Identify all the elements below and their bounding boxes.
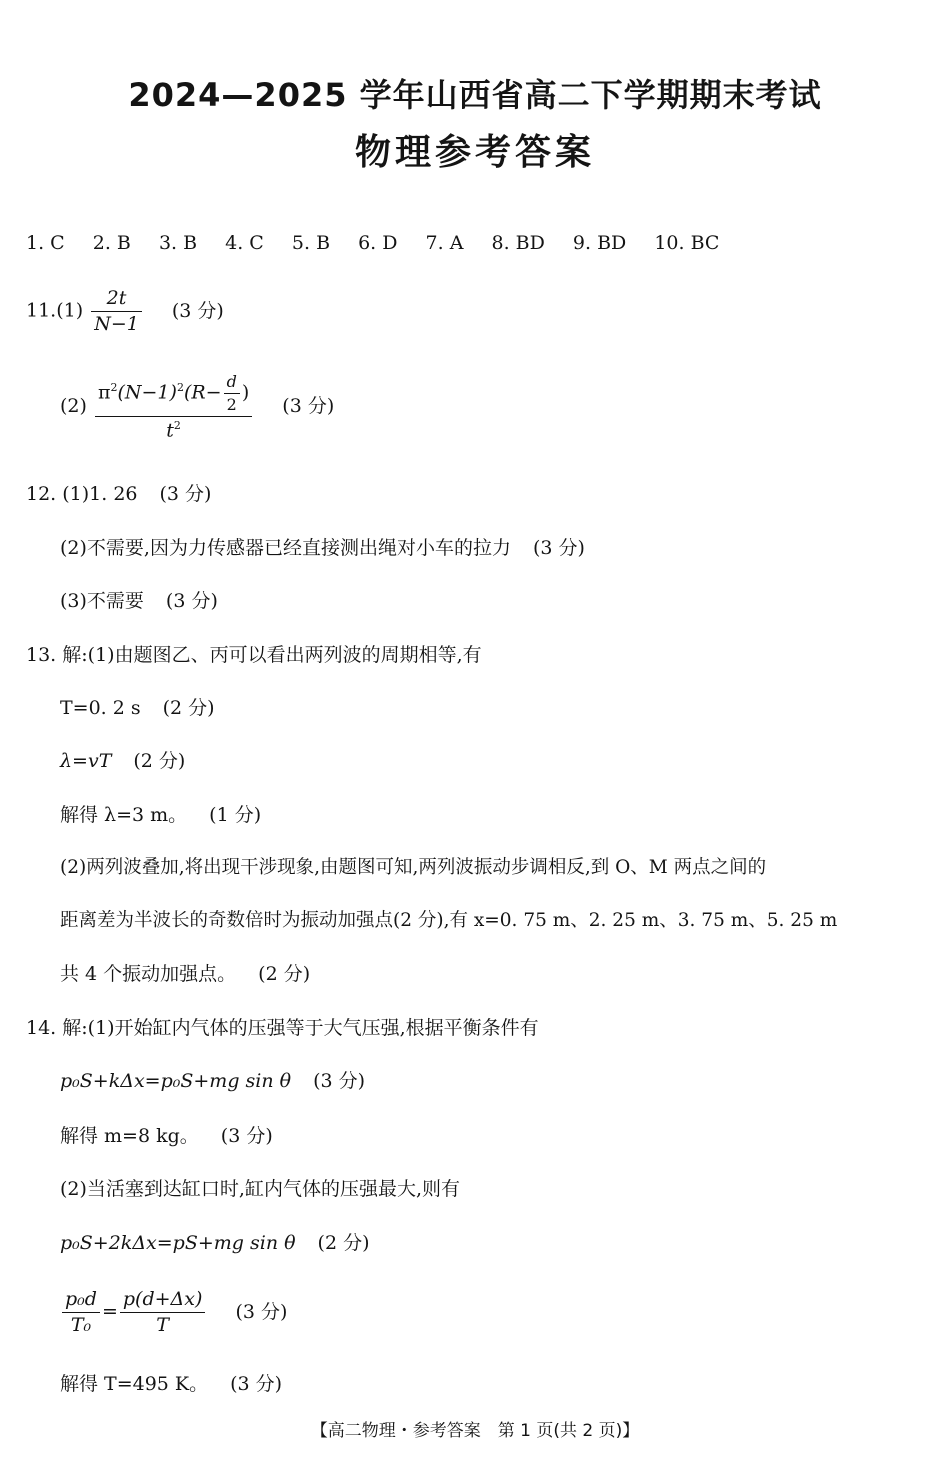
fraction-right: $\frac{p(d+\Delta x)}{T}$ <box>120 1290 206 1335</box>
inner-fraction: $\frac{d}{2}$ <box>224 374 240 413</box>
q14-line3: 解得 m=8 kg。 (3 分) <box>60 1125 273 1147</box>
q14-line7: 解得 T=495 K。 (3 分) <box>60 1373 283 1395</box>
q13-line1: 13. 解:(1)由题图乙、丙可以看出两列波的周期相等,有 <box>26 644 482 666</box>
mc-answer: 5. B <box>291 232 331 254</box>
q11-part2 <box>60 374 334 440</box>
q12-line2: (2)不需要,因为力传感器已经直接测出绳对小车的拉力 (3 分) <box>60 537 585 559</box>
mc-answer: 10. BC <box>654 232 720 254</box>
q14-line1: 14. 解:(1)开始缸内气体的压强等于大气压强,根据平衡条件有 <box>26 1017 539 1039</box>
denominator: N−1 <box>94 313 139 335</box>
q11-p1-label: (1) <box>56 299 84 322</box>
q14-line6: $\frac{\text{p₀d}}{\text{T₀}}$ = $\frac{p(d+\Delta x)}{T}$ (3 分) <box>60 1290 287 1335</box>
q13-line3: λ=vT (2 分) <box>60 750 186 772</box>
denominator: $t^2$ <box>166 419 181 442</box>
q14-line4: (2)当活塞到达缸口时,缸内气体的压强最大,则有 <box>60 1178 460 1200</box>
q11-p1-fraction <box>91 289 142 334</box>
q14-line2: p₀S+kΔx=p₀S+mg sin θ (3 分) <box>60 1070 366 1092</box>
q13-line6: 距离差为半波长的奇数倍时为振动加强点(2 分),有 x=0. 75 m、2. 25 m、3. 75 m、5. 25 m <box>60 910 838 931</box>
q11-part1 <box>26 289 224 334</box>
mc-answer: 9. BD <box>572 232 627 254</box>
page-subtitle: 物理参考答案 <box>354 132 595 173</box>
mc-answer: 8. BD <box>491 232 545 254</box>
numerator: 2t <box>91 289 142 312</box>
mc-answer: 1. C <box>26 232 65 254</box>
mc-answer: 6. D <box>358 232 398 254</box>
q11-p2-fraction <box>95 374 252 440</box>
q11-number: 11. <box>26 299 57 322</box>
score: (3 分) <box>282 395 335 418</box>
q13-line7: 共 4 个振动加强点。 (2 分) <box>60 963 311 985</box>
q12-line1: 12. (1)1. 26 (3 分) <box>26 483 212 505</box>
fraction-left: $\frac{\text{p₀d}}{\text{T₀}}$ <box>62 1290 100 1335</box>
q12-line3: (3)不需要 (3 分) <box>60 590 218 612</box>
mc-answer: 3. B <box>158 232 198 254</box>
q13-line5: (2)两列波叠加,将出现干涉现象,由题图可知,两列波振动步调相反,到 O、M 两点之间的 <box>60 857 767 878</box>
score: (3 分) <box>171 299 224 322</box>
page-footer: 【高二物理・参考答案 第 1 页(共 2 页)】 <box>310 1421 640 1441</box>
page-title: 2024—2025 学年山西省高二下学期期末考试 <box>128 76 822 114</box>
mc-answer: 4. C <box>225 232 264 254</box>
numerator: $\pi^2(N-1)^2(R-$ $\frac{d}{2}$ ) <box>95 374 252 417</box>
q14-line5: p₀S+2kΔx=pS+mg sin θ (2 分) <box>60 1232 370 1254</box>
q13-line4: 解得 λ=3 m。 (1 分) <box>60 804 262 826</box>
mc-answers <box>26 234 741 253</box>
mc-answer: 7. A <box>425 232 464 254</box>
mc-answer: 2. B <box>92 232 131 254</box>
q11-p2-label: (2) <box>60 395 87 418</box>
q13-line2: T=0. 2 s (2 分) <box>60 697 215 719</box>
